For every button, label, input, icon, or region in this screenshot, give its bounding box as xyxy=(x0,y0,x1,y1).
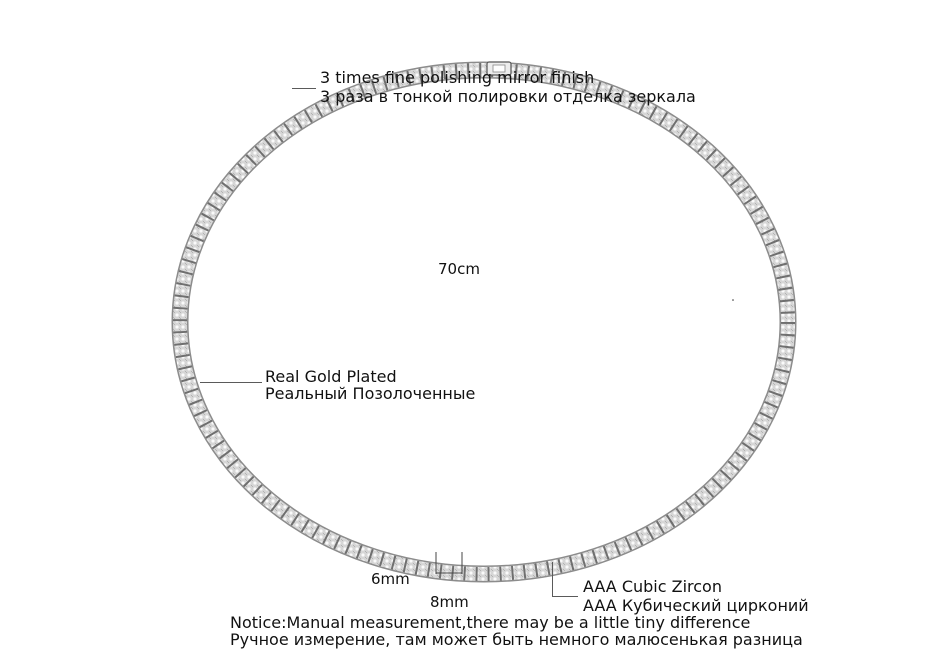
stone-callout-line-h xyxy=(552,596,578,597)
stone-label-ru: AAA Кубический цирконий xyxy=(583,596,809,615)
notice-ru: Ручное измерение, там может быть немного малюсенькая разница xyxy=(230,630,803,649)
plating-label-ru: Реальный Позолоченные xyxy=(265,384,476,403)
polish-label-ru: 3 раза в тонкой полировки отделка зеркала xyxy=(320,87,696,106)
stray-dot xyxy=(732,299,734,301)
polish-label-en: 3 times fine polishing mirror finish xyxy=(320,68,595,87)
width-label: 8mm xyxy=(430,593,469,611)
notice-en: Notice:Manual measurement,there may be a little tiny difference xyxy=(230,613,751,632)
stone-callout-line-v xyxy=(552,562,553,596)
plating-label-en: Real Gold Plated xyxy=(265,367,397,386)
length-label: 70cm xyxy=(438,260,480,278)
plating-callout-line xyxy=(200,382,262,383)
polish-callout-line xyxy=(292,88,316,89)
thickness-label: 6mm xyxy=(371,570,410,588)
stone-label-en: AAA Cubic Zircon xyxy=(583,577,722,596)
